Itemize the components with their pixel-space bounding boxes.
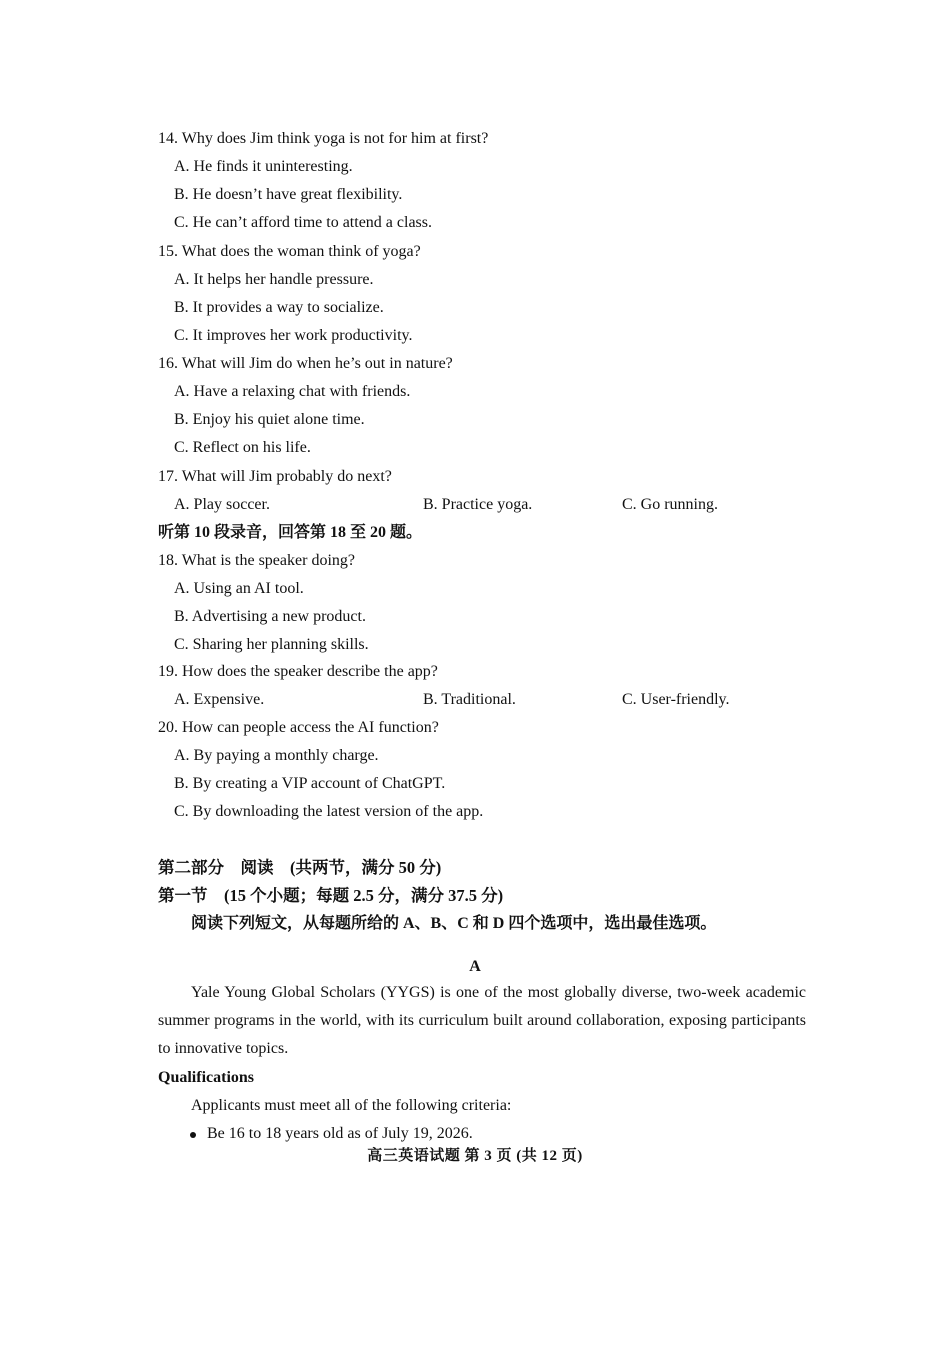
passage-intro: Yale Young Global Scholars (YYGS) is one of the most globally diverse, two-week academic summer programs in the world, with its curriculum built around collaboration, exposing participants to innovative topics. [158, 984, 806, 1057]
question-20: 20. How can people access the AI function? [158, 719, 439, 736]
recording-10-instruction: 听第 10 段录音，回答第 18 至 20 题。 [158, 524, 423, 541]
q14-option-a: A. He finds it uninteresting. [174, 158, 353, 175]
q18-option-b: B. Advertising a new product. [174, 608, 366, 625]
page-footer: 高三英语试题 第 3 页 (共 12 页) [367, 1148, 583, 1164]
question-16: 16. What will Jim do when he’s out in nature? [158, 355, 453, 372]
q20-option-a: A. By paying a monthly charge. [174, 747, 379, 764]
criteria-intro: Applicants must meet all of the following criteria: [191, 1097, 512, 1114]
q18-option-c: C. Sharing her planning skills. [174, 636, 369, 653]
q17-option-a: A. Play soccer. [174, 496, 270, 513]
question-14: 14. Why does Jim think yoga is not for him at first? [158, 130, 489, 147]
question-17: 17. What will Jim probably do next? [158, 468, 392, 485]
reading-instruction: 阅读下列短文，从每题所给的 A、B、C 和 D 四个选项中，选出最佳选项。 [191, 915, 717, 932]
q14-option-b: B. He doesn’t have great flexibility. [174, 186, 403, 203]
criteria-item: Be 16 to 18 years old as of July 19, 2026. [207, 1125, 473, 1142]
q19-option-b: B. Traditional. [423, 691, 516, 708]
q15-option-c: C. It improves her work productivity. [174, 327, 413, 344]
q16-option-a: A. Have a relaxing chat with friends. [174, 383, 411, 400]
question-18: 18. What is the speaker doing? [158, 552, 355, 569]
bullet-icon [190, 1132, 196, 1138]
q16-option-c: C. Reflect on his life. [174, 439, 311, 456]
passage-label: A [469, 958, 481, 975]
q19-option-c: C. User-friendly. [622, 691, 730, 708]
q20-option-b: B. By creating a VIP account of ChatGPT. [174, 775, 446, 792]
q18-option-a: A. Using an AI tool. [174, 580, 304, 597]
q19-option-a: A. Expensive. [174, 691, 265, 708]
question-19: 19. How does the speaker describe the app? [158, 663, 438, 680]
q15-option-b: B. It provides a way to socialize. [174, 299, 384, 316]
section-one-title: 第一节 (15 个小题；每题 2.5 分，满分 37.5 分) [158, 886, 504, 905]
q16-option-b: B. Enjoy his quiet alone time. [174, 411, 365, 428]
part-two-title: 第二部分 阅读 (共两节，满分 50 分) [158, 858, 442, 877]
q17-option-b: B. Practice yoga. [423, 496, 533, 513]
q14-option-c: C. He can’t afford time to attend a class. [174, 214, 432, 231]
q20-option-c: C. By downloading the latest version of the app. [174, 803, 484, 820]
q15-option-a: A. It helps her handle pressure. [174, 271, 374, 288]
question-15: 15. What does the woman think of yoga? [158, 243, 421, 260]
qualifications-heading: Qualifications [158, 1069, 255, 1086]
q17-option-c: C. Go running. [622, 496, 718, 513]
